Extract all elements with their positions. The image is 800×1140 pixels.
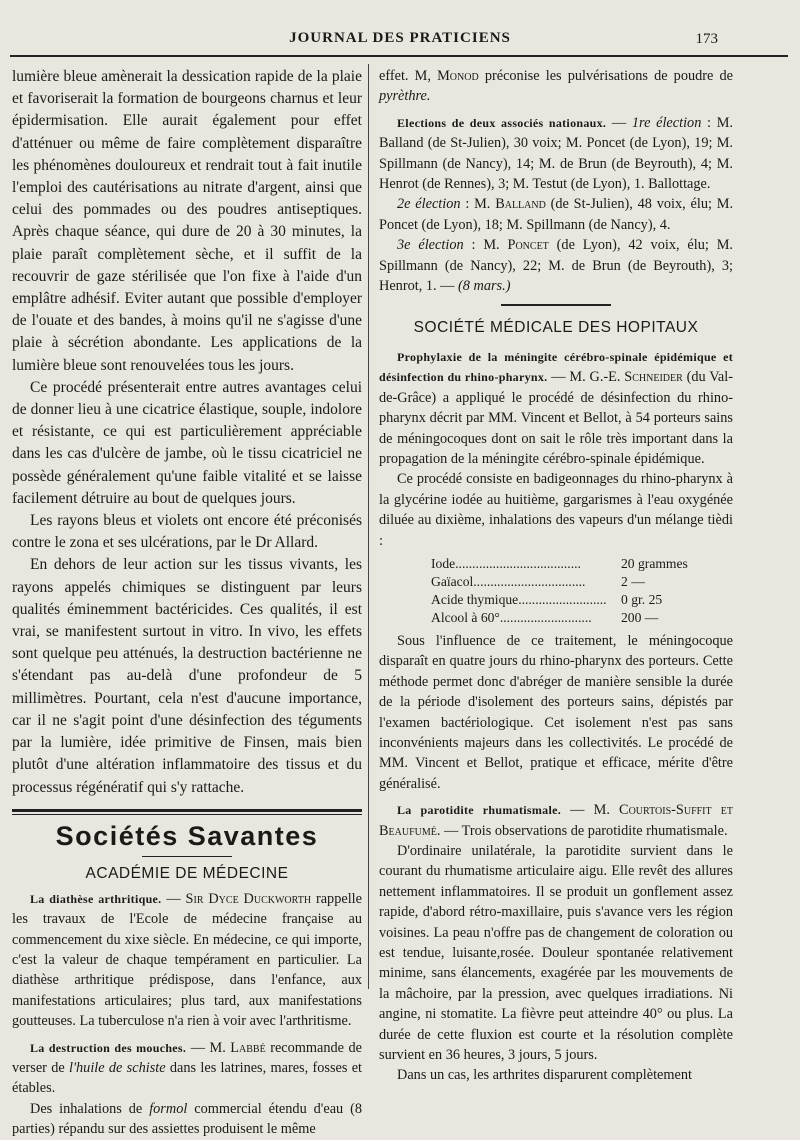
pyrethre-italic: pyrèthre. bbox=[379, 88, 431, 105]
left-body-text bbox=[12, 66, 362, 799]
election-3-author: Poncet bbox=[507, 237, 549, 254]
section-short-rule bbox=[142, 856, 232, 857]
page-header bbox=[0, 0, 800, 58]
formula-ingredient: Gaïacol................................. bbox=[431, 573, 586, 589]
formula-ingredient: Alcool à 60°........................... bbox=[431, 609, 592, 625]
section-title: Sociétés Savantes bbox=[55, 820, 319, 851]
diathese-text: rappelle les travaux de l'Ecole de médecine française au commencement du xixe siècle. En médecine, ce qui importe, c'est la valeur de chaque tempérament en particulier. La diathèse arthritique prédispose, dans l'enfance, aux manifestations articulaires; plus tard, aux manifestations goutteuses. La tuberculose n'a rien à voir avec l'arthritisme. bbox=[12, 890, 362, 1030]
prophylaxie-author: M. G.-E. Schneider bbox=[569, 369, 683, 386]
right-body-text bbox=[379, 66, 733, 1086]
election-2-text: (de St-Julien), 48 voix, élu; M. Poncet (de Lyon), 18; M. Spillmann (de Nancy), 4. bbox=[379, 196, 734, 233]
formol-italic: formol bbox=[149, 1100, 188, 1117]
hopitaux-title: SOCIÉTÉ MÉDICALE DES HOPITAUX bbox=[413, 319, 699, 337]
parotidite-author: M. Courtois-Suffit et Beaufumé. bbox=[379, 802, 733, 839]
prophylaxie-heading: Prophylaxie de la méningite cérébro-spinale épidémique et désinfection du rhino-pharynx. bbox=[379, 349, 733, 385]
formula-list bbox=[431, 555, 733, 627]
paragraph-zona: Les rayons bleus et violets ont encore été préconisés contre le zona et ses ulcérations, par le Dr Allard. bbox=[12, 512, 362, 552]
diathese-author: Sir Dyce Duckworth bbox=[185, 890, 312, 907]
elections-heading: Elections de deux associés nationaux. bbox=[397, 115, 607, 130]
formula-quantity: 2 — bbox=[621, 573, 645, 589]
election-1-label: 1re élection bbox=[631, 114, 702, 131]
mouches-author: M. Labbé bbox=[209, 1039, 266, 1056]
election-2-author: Balland bbox=[495, 196, 546, 213]
header-rule bbox=[10, 55, 788, 57]
formol-text-b: commercial étendu d'eau (8 parties) répandu sur des assiettes produisent le même bbox=[12, 1100, 362, 1138]
formula-quantity: 200 — bbox=[621, 609, 659, 625]
mouches-italic: l'huile de schiste bbox=[69, 1059, 166, 1076]
parotidite-heading: La parotidite rhumatismale. bbox=[397, 803, 562, 818]
pyrethre-paragraph bbox=[379, 66, 733, 107]
formula-quantity: 20 grammes bbox=[621, 555, 688, 571]
column-divider bbox=[368, 64, 369, 989]
election-3-paragraph: 3e élection : M. Poncet (de Lyon), 42 voix, élu; M. Spillmann (de Nancy), 22; M. de Brun (de Beyrouth), 3; Henrot, 1. — (8 mars.) bbox=[379, 237, 734, 295]
diathese-heading: La diathèse arthritique. bbox=[30, 891, 162, 906]
diathese-paragraph: La diathèse arthritique. — Sir Dyce Duckworth rappelle les travaux de l'Ecole de médecine française au commencement du xixe siècle. En médecine, ce qui importe, c'est la valeur de chaque tempérament en particulier. La diathèse arthritique prédispose, dans l'enfance, aux manifestations articulaires; plus tard, aux manifestations goutteuses. La tuberculose n'a rien à voir avec l'arthritisme. bbox=[12, 890, 362, 1030]
influence-paragraph: Sous l'influence de ce traitement, le méningocoque disparaît en quatre jours du rhino-pharynx des porteurs. Cette méthode permet donc d'abréger de manière sensible la durée de la période d'isolement des porteurs sains, dépistés par l'examen bactériologique. Cet isolement n'est pas sans inconvénients majeurs dans les collectivités. Le procédé de MM. Vincent et Bellot, pratique et efficace, mérite d'être généralisé. bbox=[379, 632, 733, 792]
paragraph-advantages: Ce procédé présenterait entre autres avantages celui de donner lieu à une cicatrice élastique, souple, indolore et résistante, ce qui est particulièrement appréciable dans les cas d'ulcère de jambe, où le tissu cicatriciel ne possède généralement qu'une faible vitalité et se laisse facilement détruire au bout de quelques jours. bbox=[12, 378, 362, 507]
election-3-label: 3e élection bbox=[397, 237, 464, 254]
election-3-text: (de Lyon), 42 voix, élu; M. Spillmann (de Nancy), 22; M. de Brun (de Beyrouth), 3; Henrot, 1. — bbox=[379, 237, 734, 295]
ordinaire-paragraph: D'ordinaire unilatérale, la parotidite survient dans le courant du rhumatisme articulaire aigu. Elle revêt des allures nettement inflammatoires. Il se produit un gonflement assez rapide, d'abord rétro-maxillaire, puis s'avance vers les région voisines. La peau n'offre pas de changement de coloration ou est tendue, luisante,rosée. Douleur spontanée relativement minime, sans élancements, exagérée par les mouvements de la mâchoire, par la pression, avec quelques irradiations. Ni angine, ni stomatite. La fièvre peut atteindre 40° ou plus. La durée de cette fluxion est courte et la résolution complète survient en 36 heures, 3 jours, 5 jours. bbox=[379, 843, 733, 1064]
left-column bbox=[12, 66, 363, 1138]
mouches-text-a: recommande de verser de bbox=[12, 1039, 363, 1076]
section-double-rule bbox=[12, 809, 362, 815]
formol-text-a: Des inhalations de bbox=[30, 1100, 143, 1117]
academy-text bbox=[12, 889, 362, 1140]
academy-title: ACADÉMIE DE MÉDECINE bbox=[85, 864, 289, 882]
hopitaux-rule bbox=[501, 304, 611, 306]
formula-quantity: 0 gr. 25 bbox=[621, 591, 663, 607]
right-column bbox=[379, 66, 734, 1084]
election-3-date: (8 mars.) bbox=[458, 278, 511, 295]
formula-ingredient: Acide thymique.......................... bbox=[431, 591, 607, 607]
election-2-paragraph: 2e élection : M. Balland (de St-Julien), 48 voix, élu; M. Poncet (de Lyon), 18; M. Spillmann (de Nancy), 4. bbox=[379, 196, 734, 233]
pyrethre-text-b: préconise les pulvérisations de poudre de bbox=[484, 68, 734, 84]
paragraph-bactericidal: En dehors de leur action sur les tissus vivants, les rayons appelés chimiques se distinguent par leurs qualités éminemment bactéricides. Ces qualités, il est vrai, se manifestent surtout in vitro. In vivo, les effets sont quelque peu atténués, la destruction bactérienne ne s'étendant pas au-delà d'une profondeur de 5 millimètres. Pourtant, cela n'est d'aucune importance, car il ne s'agit point d'une désinfection des téguments par la lumière, idée primitive de Finsen, mais bien plutôt d'une altération inflammatoire des tissus et du processus régénératif qui s'y rattache. bbox=[12, 556, 362, 796]
election-2-label: 2e élection bbox=[397, 196, 461, 213]
formol-paragraph bbox=[12, 1099, 362, 1140]
pyrethre-text-a: effet. M, bbox=[379, 68, 431, 84]
elections-paragraph: Elections de deux associés nationaux. — 1re élection : M. Balland (de St-Julien), 30 voix; M. Poncet (de Lyon), 19; M. Spillmann (de Nancy), 14; M. de Brun (de Beyrouth), 4; M. Henrot (de Rennes), 3; M. Testut (de Lyon), 1. Ballottage. bbox=[379, 114, 733, 193]
formula-row bbox=[431, 555, 733, 573]
formula-ingredient: Iode..................................... bbox=[431, 555, 581, 571]
formula-row bbox=[431, 591, 733, 609]
paragraph-blue-light: lumière bleue amènerait la dessication rapide de la plaie et favoriserait la formation de bourgeons charnus et leur épidermisation. Elle aurait également pour effet d'atténuer ou même de faire complètement disparaître les phénomènes douloureux et rendrait tout à fait inutile l'emploi des cautérisations au nitrate d'argent, ainsi que celui des pommades ou des poudres antiseptiques. Après chaque séance, qui dure de 20 à 30 minutes, la plaie paraît complètement sèche, et il suffit de la recouvrir de gaze stérilisée que l'on fixe à l'aide d'un emplâtre adhésif. Eviter autant que possible d'employer de l'ouate et des bandes, à moins qu'il ne s'agisse d'une plaie à sécrétion abondante. Les applications de la lumière bleue sont renouvelées tous les jours. bbox=[12, 68, 362, 374]
last-line: Dans un cas, les arthrites disparurent complètement bbox=[397, 1067, 692, 1084]
mouches-paragraph: La destruction des mouches. — M. Labbé recommande de verser de l'huile de schiste dans les latrines, mares, fosses et étables. bbox=[12, 1039, 363, 1097]
prophylaxie-text: (du Val-de-Grâce) a appliqué le procédé de désinfection du rhino-pharynx décrit par MM. Vincent et Bellot, à 54 porteurs sains de méningocoques dont on sait le rôle très important dans la propagation de la méningite cérébro-spinale épidémique. bbox=[379, 369, 734, 467]
formula-row bbox=[431, 609, 733, 627]
running-title: JOURNAL DES PRATICIENS bbox=[289, 30, 511, 46]
prophylaxie-paragraph: Prophylaxie de la méningite cérébro-spinale épidémique et désinfection du rhino-pharynx. — M. G.-E. Schneider (du Val-de-Grâce) a appliqué le procédé de désinfection du rhino-pharynx décrit par MM. Vincent et Bellot, à 54 porteurs sains de méningocoques dont on sait le rôle très important dans la propagation de la méningite cérébro-spinale épidémique. bbox=[379, 349, 734, 467]
parotidite-text: Trois observations de parotidite rhumatismale. bbox=[461, 822, 728, 839]
page-number: 173 bbox=[695, 31, 718, 47]
election-1-text: : M. Balland (de St-Julien), 30 voix; M. Poncet (de Lyon), 19; M. Spillmann (de Nancy), 14; M. de Brun (de Beyrouth), 4; M. Henrot (de Rennes), 3; M. Testut (de Lyon), 1. Ballottage. bbox=[379, 114, 733, 193]
mouches-text-b: dans les latrines, mares, fosses et étables. bbox=[12, 1059, 363, 1097]
formula-row bbox=[431, 573, 733, 591]
procede-paragraph: Ce procédé consiste en badigeonnages du rhino-pharynx à la glycérine iodée au huitième, gargarismes à l'eau oxygénée diluée au dixième, inhalations des vapeurs d'un mélange tièdi : bbox=[379, 471, 733, 549]
pyrethre-author: Monod bbox=[437, 68, 479, 84]
mouches-heading: La destruction des mouches. bbox=[30, 1040, 187, 1055]
parotidite-paragraph: La parotidite rhumatismale. — M. Courtois-Suffit et Beaufumé. — Trois observations de parotidite rhumatismale. bbox=[379, 802, 733, 839]
